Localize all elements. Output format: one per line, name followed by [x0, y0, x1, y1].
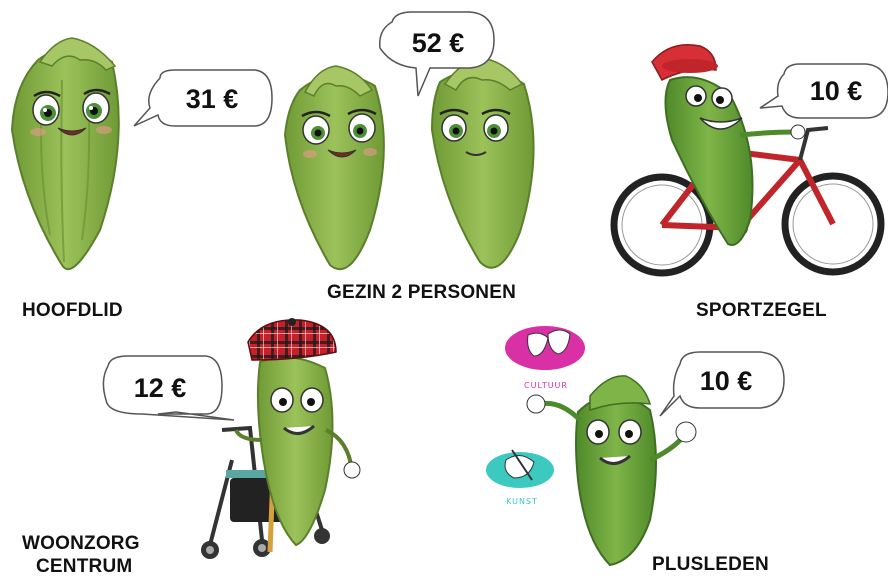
- okra-character-gezin-right: [432, 58, 534, 268]
- label-woonzorg-line1: WOONZORG: [22, 533, 140, 554]
- kunst-badge: [486, 450, 554, 506]
- label-woonzorg-line2: CENTRUM: [36, 556, 133, 577]
- okra-character-gezin-left: [285, 66, 384, 269]
- kunst-label: KUNST: [506, 497, 538, 506]
- price-bubble-hoofdlid: [134, 70, 272, 126]
- label-woonzorg: [22, 532, 140, 578]
- price-woonzorg: 12 €: [133, 373, 187, 403]
- price-gezin: 52 €: [411, 28, 465, 58]
- label-sportzegel: SPORTZEGEL: [696, 300, 827, 321]
- price-bubble-plusleden: [660, 352, 784, 416]
- okra-character-hoofdlid: [12, 38, 119, 269]
- price-plusleden: 10 €: [699, 366, 753, 396]
- okra-character-sportzegel: [652, 45, 805, 245]
- label-plusleden: PLUSLEDEN: [652, 554, 769, 575]
- price-bubble-sportzegel: [760, 64, 888, 118]
- price-bubble-woonzorg: [103, 356, 234, 420]
- cultuur-label: CULTUUR: [524, 381, 568, 390]
- cultuur-badge: [505, 326, 585, 390]
- label-gezin: GEZIN 2 PERSONEN: [327, 282, 517, 303]
- price-sportzegel: 10 €: [809, 76, 863, 106]
- price-hoofdlid: 31 €: [185, 84, 239, 114]
- label-hoofdlid: HOOFDLID: [22, 300, 123, 321]
